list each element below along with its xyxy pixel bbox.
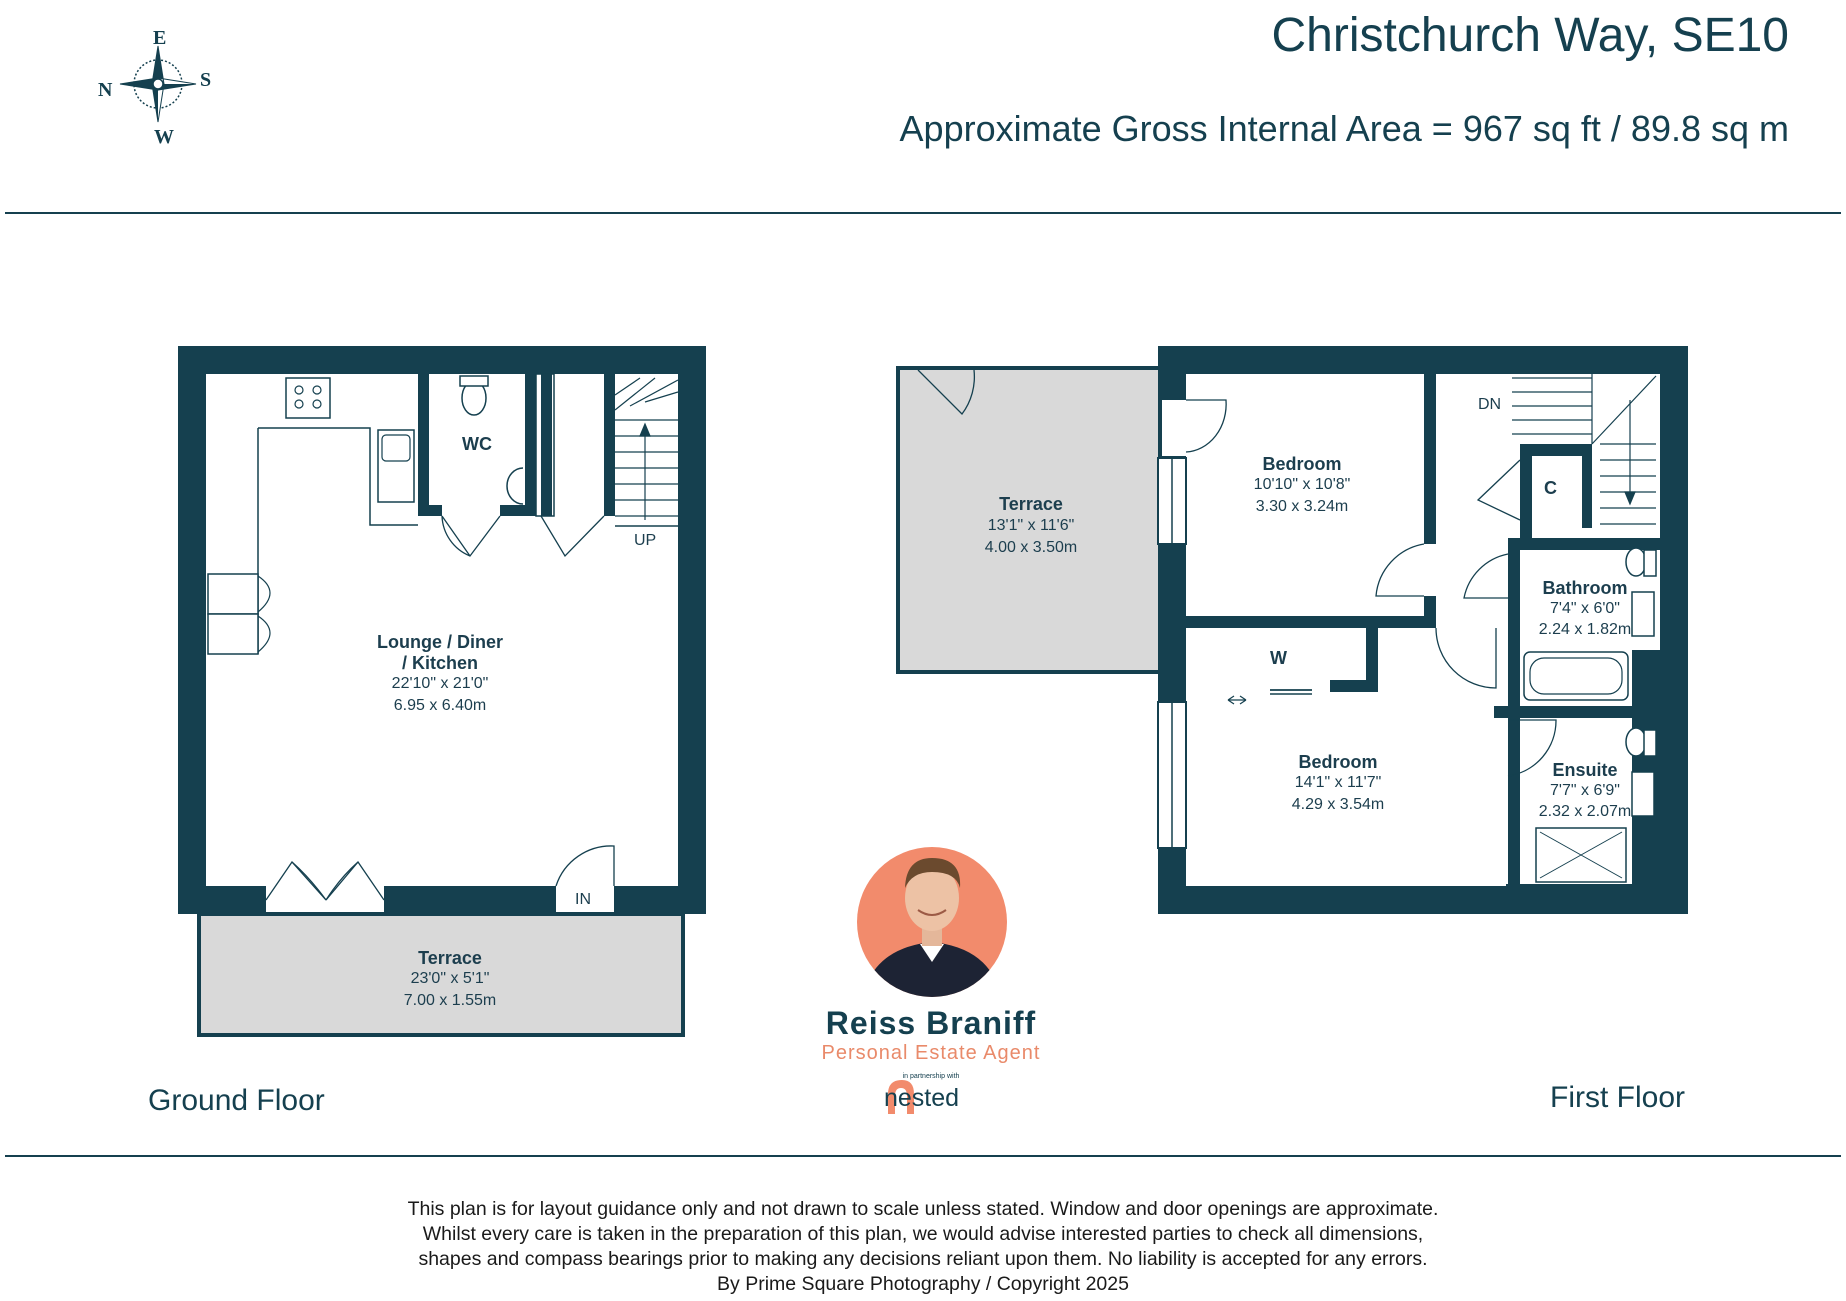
gross-internal-area: Approximate Gross Internal Area = 967 sq ft / 89.8 sq m (899, 108, 1789, 149)
lounge-name-1: Lounge / Diner (377, 632, 503, 652)
agent-role: Personal Estate Agent (821, 1042, 1041, 1064)
compass-s: S (200, 69, 212, 91)
ground-terrace-dim-metric: 7.00 x 1.55m (403, 992, 497, 1009)
brand-name: nested (884, 1084, 960, 1112)
entrance-in-label: IN (575, 891, 591, 908)
bedroom1-dim-metric: 3.30 x 3.24m (1255, 498, 1349, 515)
ground-terrace-dim-imperial: 23'0" x 5'1" (410, 970, 490, 987)
ensuite-toilet-icon (1626, 728, 1646, 756)
compass-n: N (98, 79, 113, 101)
bathroom-dim-metric: 2.24 x 1.82m (1538, 621, 1632, 638)
bedroom1-dim-imperial: 10'10" x 10'8" (1253, 476, 1351, 493)
lounge-name-2: / Kitchen (401, 653, 478, 673)
wardrobe-label: W (1270, 648, 1287, 668)
ensuite-dim-imperial: 7'7" x 6'9" (1550, 782, 1620, 799)
stairs-up-label: UP (634, 532, 657, 549)
disclaimer-line: This plan is for layout guidance only and not drawn to scale unless stated. Window and door openings are approximate. (407, 1198, 1439, 1220)
compass-e: E (153, 27, 167, 49)
bedroom2-dim-metric: 4.29 x 3.54m (1291, 796, 1385, 813)
bedroom1-name: Bedroom (1262, 454, 1342, 474)
bathroom-toilet-icon (1626, 548, 1646, 576)
plan-title: Christchurch Way, SE10 (1271, 9, 1789, 62)
first-floor-label: First Floor (1550, 1081, 1685, 1114)
cupboard-label: C (1544, 478, 1557, 498)
lounge-dim-imperial: 22'10" x 21'0" (391, 675, 489, 692)
lounge-dim-metric: 6.95 x 6.40m (393, 697, 487, 714)
hob-icon (286, 378, 330, 418)
agent-name: Reiss Braniff (825, 1005, 1037, 1041)
agent-avatar (857, 847, 1007, 1000)
stairs-up-icon (615, 378, 678, 520)
partner-text: in partnership with (902, 1073, 960, 1080)
sink-icon (378, 430, 414, 502)
wc-name: WC (462, 434, 492, 454)
ensuite-dim-metric: 2.32 x 2.07m (1538, 803, 1632, 820)
compass-w: W (154, 126, 174, 148)
bedroom2-dim-imperial: 14'1" x 11'7" (1294, 774, 1382, 791)
first-terrace-name: Terrace (999, 494, 1063, 514)
ground-floor-label: Ground Floor (148, 1084, 325, 1117)
disclaimer-line: By Prime Square Photography / Copyright 2025 (717, 1273, 1129, 1295)
bathroom-name: Bathroom (1542, 578, 1628, 598)
disclaimer-line: Whilst every care is taken in the preparation of this plan, we would advise interested parties to check all dimensions, (422, 1223, 1424, 1245)
basin-icon (507, 468, 523, 504)
disclaimer (0, 1197, 1846, 1297)
bedroom2-name: Bedroom (1298, 752, 1378, 772)
stairs-down-label: DN (1478, 396, 1502, 413)
ensuite-name: Ensuite (1552, 760, 1618, 780)
bathroom-dim-imperial: 7'4" x 6'0" (1550, 600, 1620, 617)
first-terrace-dim-metric: 4.00 x 3.50m (984, 539, 1078, 556)
first-terrace-dim-imperial: 13'1" x 11'6" (987, 517, 1075, 534)
compass-rose-icon (120, 46, 196, 122)
disclaimer-line: shapes and compass bearings prior to making any decisions reliant upon them. No liability is accepted for any errors. (418, 1248, 1428, 1270)
ground-terrace-name: Terrace (418, 948, 482, 968)
